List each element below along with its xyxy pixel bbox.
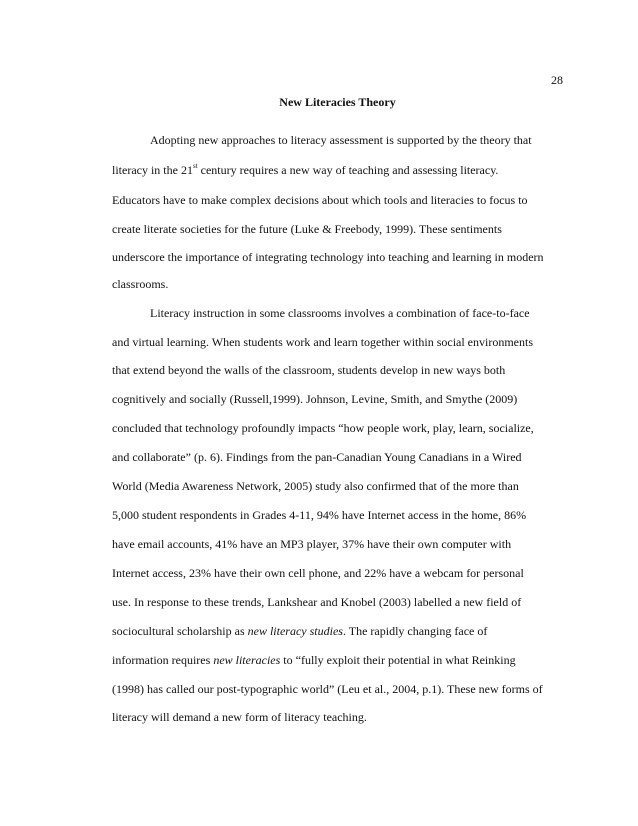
- paragraph-2-line-1: Literacy instruction in some classrooms involves a combination of face-to-face: [150, 306, 530, 320]
- paragraph-1-line-5: underscore the importance of integrating technology into teaching and learning in modern: [112, 250, 544, 264]
- paragraph-2-line-13: [112, 653, 516, 667]
- paragraph-2-line-4: cognitively and socially (Russell,1999). Johnson, Levine, Smith, and Smythe (2009): [112, 392, 518, 406]
- paragraph-2-line-12-text: sociocultural scholarship as: [112, 624, 248, 638]
- page-number: 28: [551, 73, 563, 87]
- italic-term-new-literacy-studies: new literacy studies: [247, 624, 343, 638]
- paragraph-2-line-5: concluded that technology profoundly impacts “how people work, play, learn, socialize,: [112, 421, 534, 435]
- italic-term-new-literacies: new literacies: [213, 653, 281, 667]
- paragraph-2-line-13-text: information requires: [112, 653, 214, 667]
- paragraph-2-line-6: and collaborate” (p. 6). Findings from the pan-Canadian Young Canadians in a Wired: [112, 450, 522, 464]
- paragraph-2-line-12-rest: . The rapidly changing face of: [342, 624, 488, 638]
- ordinal-superscript: st: [192, 162, 198, 170]
- section-title: New Literacies Theory: [279, 95, 396, 109]
- paragraph-2-line-13-rest: to “fully exploit their potential in what Reinking: [280, 653, 516, 667]
- paragraph-1-line-4: create literate societies for the future (Luke & Freebody, 1999). These sentiments: [112, 222, 502, 236]
- paragraph-1-line-3: Educators have to make complex decisions about which tools and literacies to focus to: [112, 193, 528, 207]
- paragraph-1-line-2-text: literacy in the 21: [112, 163, 193, 177]
- paragraph-2-line-3: that extend beyond the walls of the classroom, students develop in new ways both: [112, 363, 506, 377]
- paragraph-2-line-15: literacy will demand a new form of literacy teaching.: [112, 710, 367, 724]
- paragraph-1-line-1: Adopting new approaches to literacy assessment is supported by the theory that: [150, 133, 532, 147]
- paragraph-2-line-12: [112, 624, 487, 638]
- paragraph-2-line-8: 5,000 student respondents in Grades 4-11, 94% have Internet access in the home, 86%: [112, 508, 527, 522]
- paragraph-2-line-2: and virtual learning. When students work and learn together within social environments: [112, 335, 534, 349]
- paragraph-1-line-6: classrooms.: [112, 277, 169, 291]
- paragraph-2-line-9: have email accounts, 41% have an MP3 player, 37% have their own computer with: [112, 537, 512, 551]
- paragraph-1-line-2-rest: century requires a new way of teaching and assessing literacy.: [197, 163, 499, 177]
- paragraph-1-line-2: [112, 163, 498, 177]
- paragraph-2-line-7: World (Media Awareness Network, 2005) study also confirmed that of the more than: [112, 479, 519, 493]
- paragraph-2-line-10: Internet access, 23% have their own cell phone, and 22% have a webcam for personal: [112, 566, 524, 580]
- paragraph-2-line-14: (1998) has called our post-typographic world” (Leu et al., 2004, p.1). These new forms of: [112, 682, 543, 696]
- paragraph-2-line-11: use. In response to these trends, Lankshear and Knobel (2003) labelled a new field of: [112, 595, 522, 609]
